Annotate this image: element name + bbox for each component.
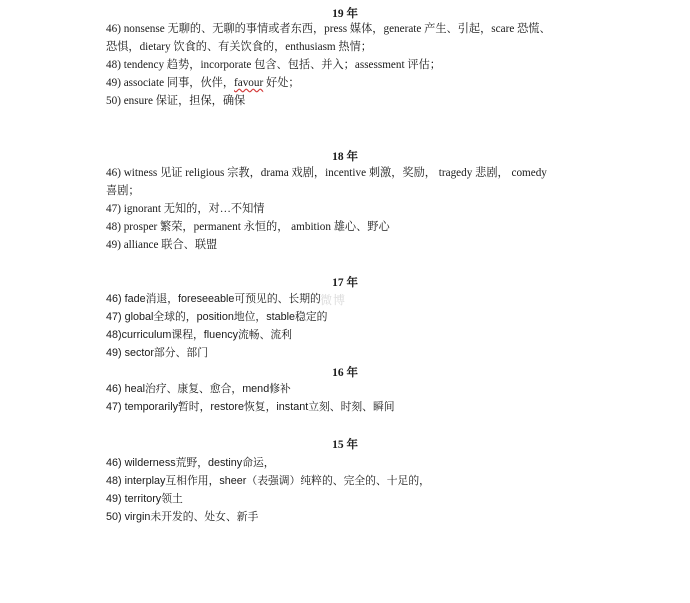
watermark: 微博 xyxy=(320,293,347,307)
entry-line: 46) nonsense 无聊的、无聊的事情或者东西，press 媒体，generate 产生、引起，scare 恐慌、 xyxy=(106,23,551,35)
entry-line: 50) ensure 保证，担保，确保 xyxy=(106,95,246,107)
entry-line: 恐惧，dietary 饮食的、有关饮食的，enthusiasm 热情； xyxy=(106,41,372,53)
entry-line: 48) prosper 繁荣，permanent 永恒的， ambition 雄心、野心 xyxy=(106,221,390,233)
entry-line: 46) wilderness荒野，destiny命运， xyxy=(106,457,275,469)
section-heading-19: 19 年 xyxy=(332,8,358,20)
entry-line-49-2019 xyxy=(106,76,596,90)
entry-line: 47) temporarily暂时，restore恢复，instant立刻、时刻、瞬间 xyxy=(106,401,395,413)
section-heading-18: 18 年 xyxy=(332,151,358,163)
entry-line: 46) heal治疗、康复、愈合，mend修补 xyxy=(106,383,291,395)
section-heading-17: 17 年 xyxy=(332,277,358,289)
entry-line: 47) global全球的，position地位，stable稳定的 xyxy=(106,311,328,323)
entry-line: 47) ignorant 无知的，对…不知情 xyxy=(106,203,265,215)
entry-line: 49) sector部分、部门 xyxy=(106,347,208,359)
spellcheck-word: favour xyxy=(234,77,264,89)
entry-text: 好处； xyxy=(263,77,300,89)
entry-line: 49) territory领土 xyxy=(106,493,183,505)
entry-line: 48) interplay互相作用，sheer（表强调）纯粹的、完全的、十足的， xyxy=(106,475,430,487)
entry-line: 48)curriculum课程，fluency流畅、流利 xyxy=(106,329,292,341)
entry-line: 50) virgin未开发的、处女、新手 xyxy=(106,511,259,523)
entry-text: 49) associate 同事，伙伴， xyxy=(106,77,235,89)
entry-line: 48) tendency 趋势，incorporate 包含、包括、并入；assessment 评估； xyxy=(106,59,441,71)
section-heading-16: 16 年 xyxy=(332,367,358,379)
entry-line: 49) alliance 联合、联盟 xyxy=(106,239,218,251)
entry-line: 46) witness 见证 religious 宗教，drama 戏剧，incentive 刺激，奖励， tragedy 悲剧， comedy xyxy=(106,167,547,179)
entry-line: 喜剧； xyxy=(106,185,140,197)
section-heading-15: 15 年 xyxy=(332,439,358,451)
entry-line: 46) fade消退，foreseeable可预见的、长期的 xyxy=(106,293,321,305)
